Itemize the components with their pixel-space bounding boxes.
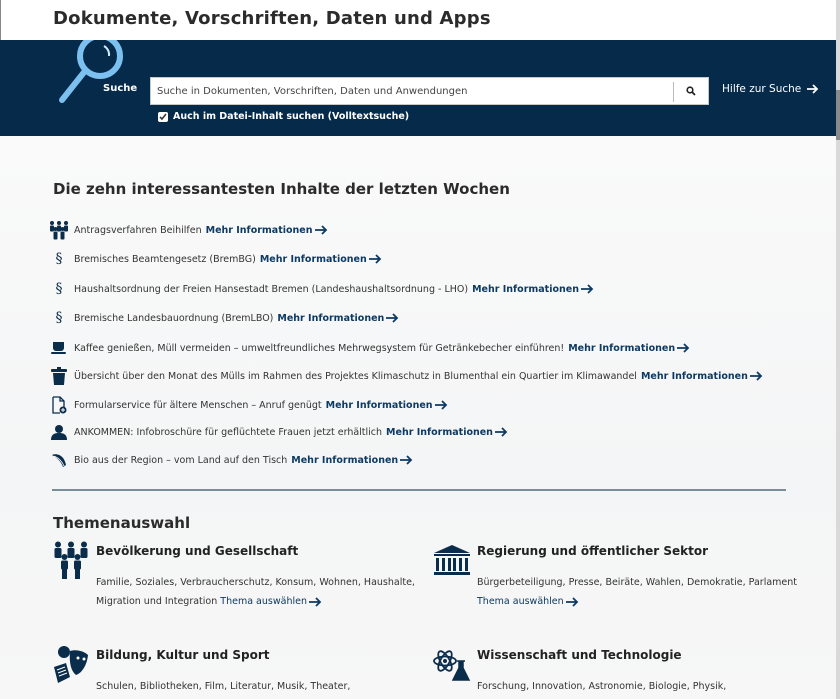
theme-description: Forschung, Innovation, Astronomie, Biologie, Physik, xyxy=(477,681,727,692)
fulltext-option[interactable] xyxy=(158,111,409,122)
culture-masks-icon xyxy=(52,645,92,685)
arrow-right-icon xyxy=(369,254,382,264)
more-info-link[interactable]: Mehr Informationen xyxy=(206,225,328,236)
item-text: Kaffee genießen, Müll vermeiden – umweltfreundliches Mehrwegsystem für Getränkebecher einführen! xyxy=(74,342,565,354)
select-theme-link[interactable]: Thema auswählen xyxy=(220,592,322,611)
more-info-link[interactable]: Mehr Informationen xyxy=(291,455,413,466)
theme-description: Schulen, Bibliotheken, Film, Literatur, Musik, Theater, xyxy=(96,681,351,692)
more-info-link[interactable]: Mehr Informationen xyxy=(260,254,382,265)
arrow-right-icon xyxy=(581,284,594,294)
arrow-right-icon xyxy=(386,313,399,323)
paragraph-icon: § xyxy=(55,251,63,267)
more-info-link[interactable]: Mehr Informationen xyxy=(326,400,448,411)
list-item xyxy=(48,422,508,442)
item-text: Übersicht über den Monat des Mülls im Rahmen des Projektes Klimaschutz in Blumenthal ein Quartier im Klimawandel xyxy=(74,370,637,382)
scrollbar-thumb[interactable] xyxy=(836,90,840,140)
coffee-cup-icon xyxy=(48,338,70,358)
page-title: Dokumente, Vorschriften, Daten und Apps xyxy=(53,8,491,29)
section-divider xyxy=(52,489,786,491)
arrow-right-icon xyxy=(495,427,508,437)
search-label: Suche xyxy=(103,83,138,94)
arrow-right-icon xyxy=(315,225,328,235)
top-content-heading: Die zehn interessantesten Inhalte der letzten Wochen xyxy=(53,180,510,198)
item-text: Bremische Landesbauordnung (BremLBO) xyxy=(74,312,274,324)
search-help-label: Hilfe zur Suche xyxy=(722,83,802,95)
paragraph-icon: § xyxy=(55,310,63,326)
theme-title: Bevölkerung und Gesellschaft xyxy=(96,544,299,558)
more-info-link[interactable]: Mehr Informationen xyxy=(386,427,508,438)
arrow-right-icon xyxy=(566,597,579,607)
list-item xyxy=(48,220,328,240)
search-input[interactable] xyxy=(151,78,673,104)
theme-title: Regierung und öffentlicher Sektor xyxy=(477,544,709,558)
list-item xyxy=(48,249,382,269)
science-atom-icon xyxy=(433,645,473,685)
list-item xyxy=(48,395,448,415)
search-help-link[interactable] xyxy=(722,83,819,95)
page-header xyxy=(0,0,836,40)
item-text: Formularservice für ältere Menschen – Anruf genügt xyxy=(74,399,322,411)
document-add-icon xyxy=(48,395,70,415)
theme-description: Bürgerbeteiligung, Presse, Beiräte, Wahlen, Demokratie, Parlament Thema auswählen xyxy=(477,573,797,611)
magnifier-icon xyxy=(54,40,134,106)
arrow-right-icon xyxy=(677,343,690,353)
person-icon xyxy=(48,422,70,442)
more-info-link[interactable]: Mehr Informationen xyxy=(472,284,594,295)
theme-title: Bildung, Kultur und Sport xyxy=(96,648,270,662)
paragraph-icon: § xyxy=(55,281,63,297)
item-text: Bio aus der Region – vom Land auf den Tisch xyxy=(74,454,288,466)
list-item xyxy=(48,450,413,470)
more-info-link[interactable]: Mehr Informationen xyxy=(568,343,690,354)
arrow-right-icon xyxy=(806,84,819,94)
trash-can-icon xyxy=(48,366,70,386)
search-band xyxy=(0,40,836,136)
theme-description: Familie, Soziales, Verbraucherschutz, Konsum, Wohnen, Haushalte, Migration und Integration Thema auswählen xyxy=(96,573,416,611)
arrow-right-icon xyxy=(435,400,448,410)
item-text: Antragsverfahren Beihilfen xyxy=(74,224,202,236)
select-theme-link[interactable]: Thema auswählen xyxy=(477,592,579,611)
people-group-icon xyxy=(48,220,70,240)
theme-title: Wissenschaft und Technologie xyxy=(477,648,682,662)
fulltext-checkbox[interactable] xyxy=(158,112,168,122)
search-box xyxy=(150,77,709,105)
list-item xyxy=(48,338,690,358)
list-item xyxy=(48,308,399,328)
leaf-icon xyxy=(48,450,70,470)
fulltext-label: Auch im Datei-Inhalt suchen (Volltextsuche) xyxy=(173,111,410,122)
search-button[interactable] xyxy=(674,78,708,104)
themes-heading: Themenauswahl xyxy=(53,514,191,532)
arrow-right-icon xyxy=(750,371,763,381)
search-icon xyxy=(686,86,696,96)
more-info-link[interactable]: Mehr Informationen xyxy=(277,313,399,324)
item-text: Haushaltsordnung der Freien Hansestadt Bremen (Landeshaushaltsordnung - LHO) xyxy=(74,283,469,295)
list-item xyxy=(48,279,594,299)
arrow-right-icon xyxy=(309,597,322,607)
population-icon xyxy=(52,541,92,581)
list-item xyxy=(48,366,763,386)
item-text: Bremisches Beamtengesetz (BremBG) xyxy=(74,253,256,265)
arrow-right-icon xyxy=(400,455,413,465)
government-building-icon xyxy=(433,541,473,581)
item-text: ANKOMMEN: Infobroschüre für geflüchtete Frauen jetzt erhältlich xyxy=(74,426,383,438)
more-info-link[interactable]: Mehr Informationen xyxy=(641,371,763,382)
